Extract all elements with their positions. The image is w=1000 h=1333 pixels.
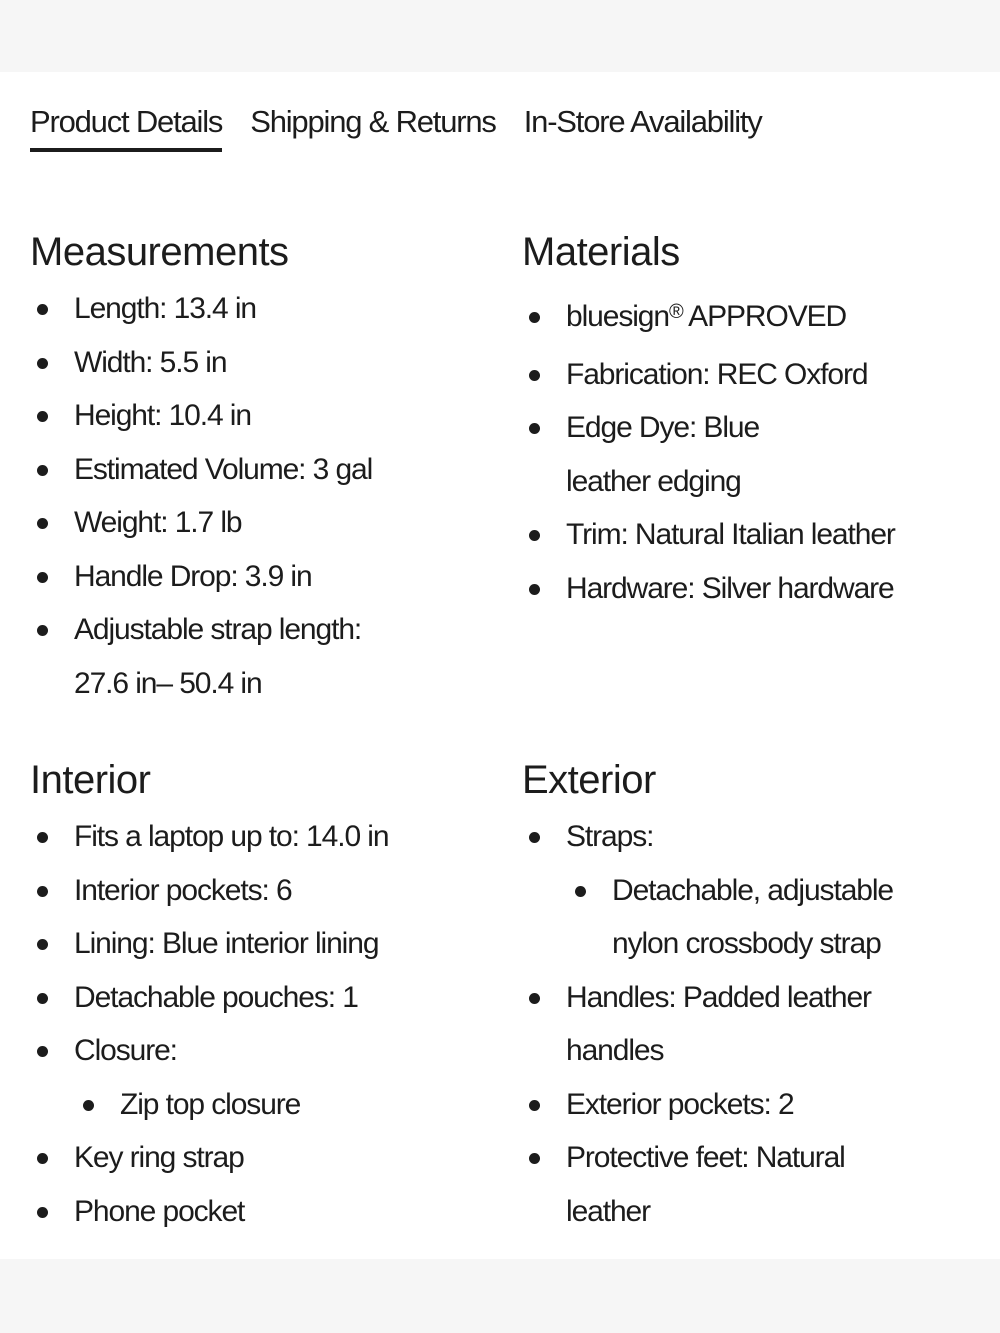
list-item	[30, 336, 500, 390]
list-item-text: Weight: 1.7 lb	[74, 506, 242, 539]
list-item	[30, 389, 500, 443]
registered-mark: ®	[668, 301, 683, 323]
sub-list-item-text: Zip top closure	[120, 1087, 301, 1121]
list-item-text: Closure:	[74, 1034, 177, 1067]
bullet-icon	[529, 312, 540, 323]
sub-list-item	[566, 864, 932, 971]
straps-sublist	[566, 864, 992, 971]
bullet-icon	[529, 1100, 540, 1111]
bullet-icon	[529, 832, 540, 843]
list-item	[30, 443, 500, 497]
interior-list	[30, 810, 500, 1238]
sub-list-item	[74, 1078, 500, 1132]
list-item-text: Length: 13.4 in	[74, 292, 257, 325]
measurements-heading: Measurements	[30, 230, 289, 274]
product-tabs	[30, 100, 762, 144]
bullet-icon	[575, 886, 586, 897]
list-item-text: Fabrication: REC Oxford	[566, 357, 868, 391]
bullet-icon	[37, 625, 48, 636]
bullet-icon	[37, 939, 48, 950]
list-item	[522, 290, 992, 348]
list-item	[30, 864, 500, 918]
measurements-section	[30, 224, 500, 710]
exterior-list	[522, 810, 992, 1238]
closure-sublist	[74, 1078, 500, 1132]
list-item-text: Trim: Natural Italian leather	[566, 518, 895, 551]
list-item	[30, 603, 414, 710]
materials-list	[522, 290, 992, 615]
list-item	[522, 401, 846, 508]
materials-section	[522, 224, 992, 615]
list-item	[30, 917, 500, 971]
bullet-icon	[529, 993, 540, 1004]
list-item	[30, 971, 500, 1025]
list-item	[522, 348, 992, 402]
bullet-icon	[37, 1207, 48, 1218]
list-item	[522, 1078, 992, 1132]
bullet-icon	[529, 423, 540, 434]
bullet-icon	[37, 358, 48, 369]
list-item-text: Key ring strap	[74, 1141, 244, 1174]
materials-heading: Materials	[522, 230, 680, 274]
bluesign-name: bluesign	[566, 300, 669, 333]
list-item-text: Handles: Padded leather handles	[566, 980, 871, 1067]
bullet-icon	[529, 1153, 540, 1164]
bullet-icon	[529, 370, 540, 381]
list-item-text: Exterior pockets: 2	[566, 1087, 794, 1121]
list-item	[30, 1131, 500, 1185]
list-item-text: Fits a laptop up to: 14.0 in	[74, 820, 389, 853]
tab-in-store-availability[interactable]: In-Store Availability	[523, 104, 762, 139]
list-item	[522, 810, 992, 971]
bullet-icon	[37, 465, 48, 476]
list-item	[522, 562, 992, 616]
bullet-icon	[37, 304, 48, 315]
bullet-icon	[37, 1153, 48, 1164]
list-item-text: Detachable pouches: 1	[74, 980, 358, 1014]
bluesign-status: APPROVED	[682, 300, 847, 333]
bullet-icon	[83, 1100, 94, 1111]
bullet-icon	[37, 832, 48, 843]
bullet-icon	[37, 411, 48, 422]
list-item-text: Estimated Volume: 3 gal	[74, 452, 373, 486]
list-item	[522, 971, 896, 1078]
list-item	[30, 550, 500, 604]
exterior-section	[522, 752, 992, 1238]
list-item-text: Phone pocket	[74, 1194, 245, 1228]
list-item-text: Adjustable strap length: 27.6 in– 50.4 in	[74, 613, 362, 700]
bullet-icon	[529, 584, 540, 595]
list-item	[522, 1131, 886, 1238]
interior-heading: Interior	[30, 758, 151, 802]
bullet-icon	[529, 530, 540, 541]
exterior-heading: Exterior	[522, 758, 656, 802]
list-item-text: Hardware: Silver hardware	[566, 571, 894, 605]
list-item	[522, 508, 992, 562]
bullet-icon	[37, 886, 48, 897]
bullet-icon	[37, 572, 48, 583]
list-item-text: Lining: Blue interior lining	[74, 927, 379, 960]
list-item-text: Handle Drop: 3.9 in	[74, 559, 312, 593]
list-item	[30, 282, 500, 336]
list-item	[30, 1185, 500, 1239]
list-item-text: Height: 10.4 in	[74, 399, 251, 432]
tab-product-details[interactable]: Product Details	[30, 100, 222, 144]
list-item	[30, 810, 500, 864]
interior-section	[30, 752, 500, 1238]
list-item-text: Width: 5.5 in	[74, 345, 227, 379]
measurements-list	[30, 282, 500, 710]
bullet-icon	[37, 518, 48, 529]
sub-list-item-text: Detachable, adjustable nylon crossbody strap	[612, 873, 894, 960]
list-item-text: Edge Dye: Blue leather edging	[566, 411, 760, 498]
list-item-text: Protective feet: Natural leather	[566, 1141, 845, 1228]
list-item-text: Straps:	[566, 820, 654, 853]
tab-shipping-returns[interactable]: Shipping & Returns	[250, 104, 496, 139]
bullet-icon	[37, 993, 48, 1004]
list-item-text: Interior pockets: 6	[74, 873, 292, 907]
bullet-icon	[37, 1046, 48, 1057]
list-item	[30, 1024, 500, 1131]
list-item	[30, 496, 500, 550]
